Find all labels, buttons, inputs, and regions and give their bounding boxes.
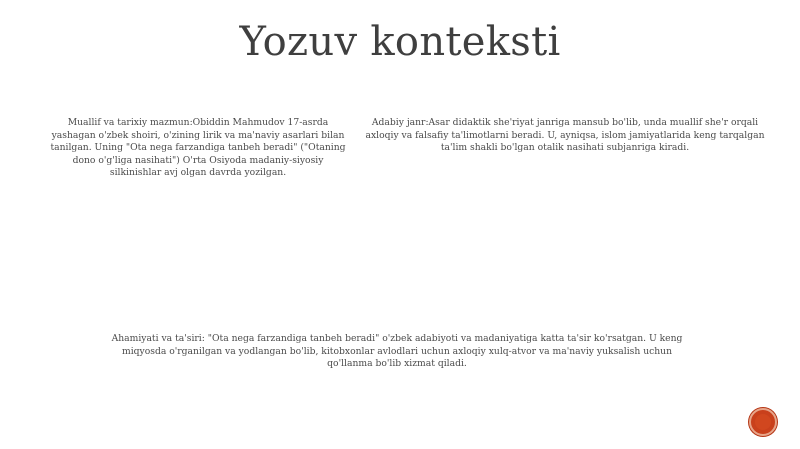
author-context-text: Muallif va tarixiy mazmun:Obiddin Mahmudov 17-asrda yashagan o'zbek shoiri, o'zining lirik va ma'naviy asarlari bilan tanilgan. Uning "Ota nega farzandiga tanbeh beradi" ("Otaning dono o'g'liga nasihati") O'rta Osiyoda madaniy-siyosiy silkinishlar avj olgan davrda yozilgan. [50, 117, 346, 179]
next-slide-button[interactable] [749, 408, 777, 436]
slide-title: Yozuv konteksti [239, 19, 561, 65]
literary-genre-text: Adabiy janr:Asar didaktik she'riyat janriga mansub bo'lib, unda muallif she'r orqali axloqiy va falsafiy ta'limotlarni beradi. U, ayniqsa, islom jamiyatlarida keng tarqalgan ta'lim shakli bo'lgan otalik nasihati subjanriga kiradi. [365, 117, 765, 154]
significance-text: Ahamiyati va ta'siri: "Ota nega farzandiga tanbeh beradi" o'zbek adabiyoti va madaniyatiga katta ta'sir ko'rsatgan. U keng miqyosda o'rganilgan va yodlangan bo'lib, kitobxonlar avlodlari uchun axloqiy xulq-atvor va ma'naviy yuksalish uchun qo'llanma bo'lib xizmat qiladi. [111, 333, 683, 370]
circle-nav-icon [755, 414, 771, 430]
